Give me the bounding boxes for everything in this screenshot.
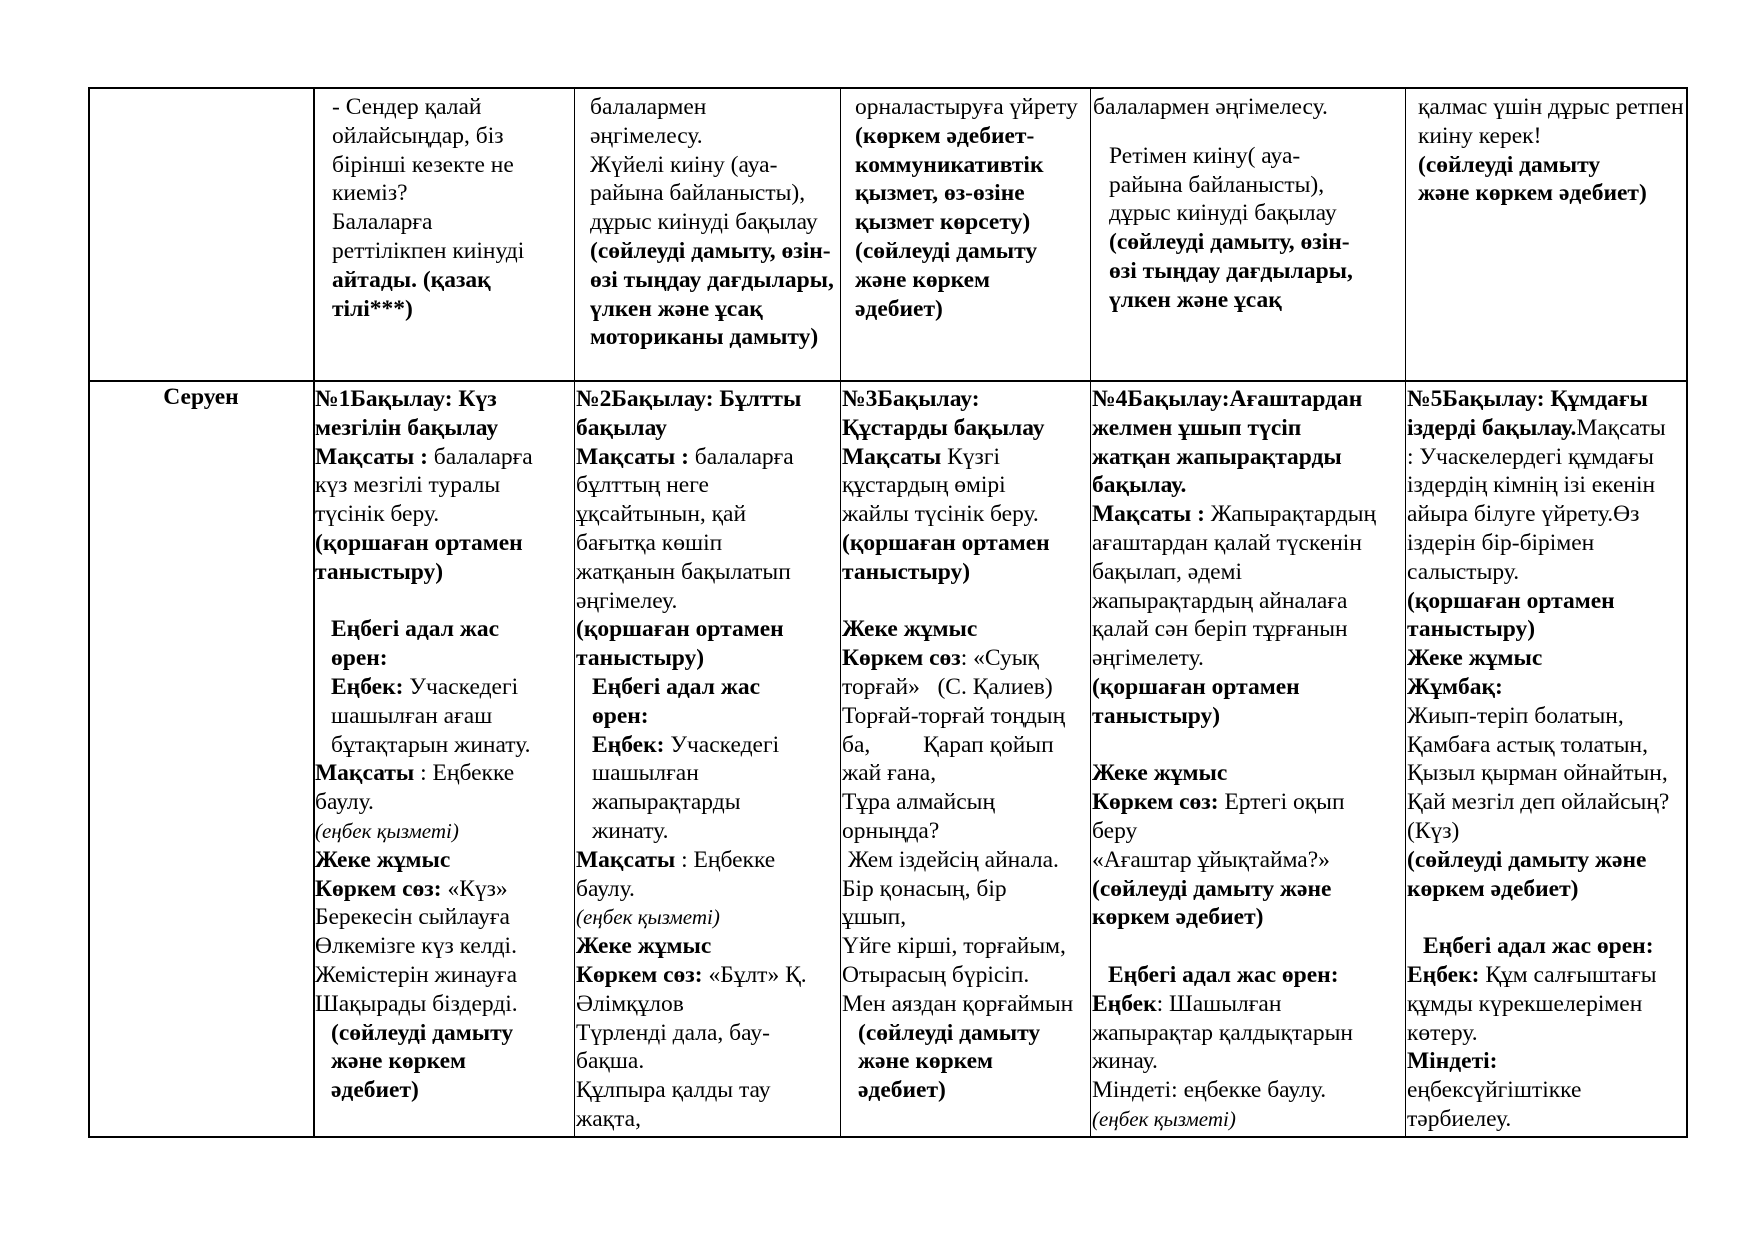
text-line: жайлы түсінік беру. (842, 501, 1039, 528)
text-line: Еңбек: Учаскедегі (592, 731, 780, 758)
text-line: бақша. (576, 1048, 645, 1075)
text-line (315, 587, 573, 616)
text-line: бұтақтарын жинату. (331, 731, 531, 758)
text-line: коммуникативтік (855, 151, 1044, 178)
text-line: тәрбиелеу. (1407, 1105, 1512, 1132)
text-line: бақылап, әдемі (1092, 558, 1242, 585)
text-line: баулу. (315, 789, 374, 816)
text-line: күз мезгілі туралы (315, 472, 501, 499)
text-line: мезгілін бақылау (315, 414, 499, 441)
text-line: Міндеті: еңбекке баулу. (1092, 1077, 1327, 1104)
text-line: (сөйлеуді дамыту, өзін- (590, 237, 831, 264)
text-line: Жемістерін жинауға (315, 961, 517, 988)
text-line: дұрыс киінуді бақылау (590, 209, 818, 236)
walk-col1 (315, 385, 573, 1105)
table-right-border (1686, 87, 1688, 1138)
text-line: өзі тыңдау дағдылары, (590, 266, 834, 293)
text-line: Көркем сөз: «Күз» (315, 875, 508, 902)
text-line: әңгімелесу. (590, 122, 703, 149)
text-line: Берекесін сыйлауға (315, 904, 510, 931)
text-line: таныстыру) (1407, 616, 1536, 643)
walk-col5 (1407, 385, 1686, 1134)
text-line: әңгімелеу. (576, 587, 678, 614)
row-label-seruen: Серуен (163, 384, 239, 410)
text-line: қалмас үшін дұрыс ретпен (1418, 94, 1684, 120)
text-line: жай ғана, (842, 760, 937, 787)
text-line: Қызыл қырман ойнайтын, (1407, 760, 1668, 787)
text-line: №4Бақылау:Ағаштардан (1092, 386, 1363, 412)
table-left-border (88, 87, 90, 1138)
text-line: Тұра алмайсың (842, 789, 996, 816)
text-line: іздерін бір-бірімен (1407, 529, 1595, 556)
text-line: (көркем әдебиет- (855, 122, 1035, 149)
row-divider (88, 380, 1688, 382)
text-line: Жем іздейсің айнала. (842, 846, 1059, 873)
text-line: (сөйлеуді дамыту, өзін- (1109, 229, 1350, 256)
col-divider-5 (1405, 87, 1406, 1138)
text-line: ба, Қарап қойып (842, 731, 1054, 758)
text-line: әдебиет) (858, 1077, 946, 1104)
text-line: (сөйлеуді дамыту (855, 237, 1038, 264)
text-line: шашылған ағаш (331, 702, 493, 729)
text-line: (сөйлеуді дамыту (1418, 151, 1601, 178)
text-line: Көркем сөз: «Суық (842, 645, 1039, 672)
text-line: ойлайсыңдар, біз (332, 122, 504, 149)
text-line: дұрыс киінуді бақылау (1109, 200, 1337, 227)
text-line: балалармен әңгімелесу. (1093, 94, 1328, 120)
text-line: киіну керек! (1418, 122, 1542, 149)
text-line: (қоршаған ортамен (315, 529, 523, 556)
text-line: жинау. (1092, 1048, 1158, 1075)
text-line: Әлімқұлов (576, 990, 684, 1017)
text-line: (сөйлеуді дамыту (858, 1019, 1041, 1046)
text-line: (еңбек қызметі) (315, 818, 459, 843)
text-line: таныстыру) (1092, 702, 1221, 729)
text-line: Еңбек: Шашылған (1092, 990, 1282, 1017)
text-line: Түрленді дала, бау- (576, 1019, 770, 1046)
text-line: (сөйлеуді дамыту және (1407, 846, 1647, 873)
text-line: түсінік беру. (315, 501, 440, 528)
text-line: Міндеті: (1407, 1048, 1498, 1075)
text-line: Еңбегі адал жас өрен: (1108, 961, 1339, 988)
text-line: және көркем (858, 1048, 994, 1075)
text-line: Жеке жұмыс (842, 616, 978, 643)
text-line: (еңбек қызметі) (1092, 1106, 1236, 1131)
text-line: көркем әдебиет) (1092, 904, 1264, 931)
text-line: еңбексүйгіштікке (1407, 1077, 1582, 1104)
text-line: салыстыру. (1407, 558, 1520, 585)
text-line: Көркем сөз: Ертегі оқып (1092, 789, 1345, 816)
text-line: жатқанын бақылатып (576, 558, 791, 585)
text-line: ағаштардан қалай түскенін (1092, 529, 1362, 556)
table-top-border (88, 87, 1688, 89)
text-line: үлкен және ұсақ (590, 295, 763, 322)
text-line: қызмет, өз-өзіне (855, 180, 1025, 207)
text-line: (сөйлеуді дамыту және (1092, 875, 1332, 902)
text-line: Балаларға (332, 209, 433, 236)
text-line: айтады. (қазақ (332, 266, 491, 293)
text-line: жапырақтардың айналаға (1092, 587, 1348, 614)
text-line: (еңбек қызметі) (576, 905, 720, 930)
text-line: ұқсайтынын, қай (576, 501, 747, 528)
text-line: (қоршаған ортамен (1092, 673, 1300, 700)
text-line: бақылау (576, 414, 667, 441)
text-line: құмды күрекшелерімен (1407, 990, 1643, 1017)
top-row-col2 (590, 93, 840, 352)
text-line: қалай сән беріп тұрғанын (1092, 616, 1348, 643)
text-line: Бір қонасың, бір (842, 875, 1007, 902)
col-divider-2 (574, 87, 575, 1138)
text-line: баулу. (576, 875, 635, 902)
text-line: көтеру. (1407, 1019, 1478, 1046)
walk-col3 (842, 385, 1090, 1105)
text-line: айыра білуге үйрету.Өз (1407, 501, 1640, 528)
text-line: (Күз) (1407, 817, 1460, 844)
text-line: үлкен және ұсақ (1109, 286, 1282, 313)
text-line: беру (1092, 817, 1138, 844)
text-line: өрен: (331, 645, 388, 672)
text-line: Қай мезгіл деп ойлайсың? (1407, 789, 1670, 816)
text-line: қызмет көрсету) (855, 209, 1031, 236)
text-line (1092, 731, 1404, 760)
text-line: бірінші кезекте не (332, 151, 514, 178)
text-line: жапырақтарды (592, 789, 741, 816)
text-line: Шақырады біздерді. (315, 990, 518, 1017)
text-line (1407, 903, 1686, 932)
text-line: таныстыру) (576, 645, 705, 672)
text-line: киеміз? (332, 180, 408, 207)
text-line: Еңбек: Құм салғыштағы (1407, 961, 1657, 988)
col-divider-3 (840, 87, 841, 1138)
text-line: Жүйелі киіну (ауа- (590, 151, 778, 178)
text-line: Мақсаты Күзгі (842, 443, 1000, 470)
text-line: өрен: (592, 702, 649, 729)
text-line: - Сендер қалай (332, 94, 482, 120)
text-line: Мақсаты : балаларға (315, 443, 533, 470)
text-line: әдебиет) (855, 295, 943, 322)
text-line: №1Бақылау: Күз (315, 386, 497, 412)
text-line: : Учаскелердегі құмдағы (1407, 443, 1654, 470)
text-line: №3Бақылау: (842, 386, 980, 412)
text-line: іздерді бақылау.Мақсаты (1407, 414, 1666, 441)
text-line: Көркем сөз: «Бұлт» Қ. (576, 961, 807, 988)
text-line: №2Бақылау: Бұлтты (576, 386, 802, 412)
text-line: әдебиет) (331, 1077, 419, 1104)
text-line: Торғай-торғай тоңдың (842, 702, 1066, 729)
text-line: орныңда? (842, 817, 940, 844)
text-line: Мен аяздан қорғаймын (842, 990, 1074, 1017)
text-line: бағытқа көшіп (576, 529, 723, 556)
text-line: Мақсаты : Жапырақтардың (1092, 501, 1377, 528)
text-line: іздердің кімнің ізі екенін (1407, 472, 1656, 499)
text-line: райына байланысты), (590, 180, 806, 207)
text-line: әңгімелету. (1092, 645, 1204, 672)
table-bottom-border (88, 1136, 1688, 1138)
top-row-col4 (1093, 93, 1405, 315)
text-line: торғай» (С. Қалиев) (842, 673, 1053, 700)
text-line: (қоршаған ортамен (576, 616, 784, 643)
text-line: Еңбегі адал жас (331, 616, 500, 643)
text-line: (сөйлеуді дамыту (331, 1019, 514, 1046)
text-line: (қоршаған ортамен (842, 529, 1050, 556)
text-line: Өлкемізге күз келді. (315, 933, 517, 960)
text-line: Жиып-теріп болатын, (1407, 702, 1624, 729)
text-line: №5Бақылау: Құмдағы (1407, 386, 1648, 412)
text-line: Мақсаты : балаларға (576, 443, 794, 470)
text-line: таныстыру) (842, 558, 971, 585)
text-line: Ретімен киіну( ауа- (1109, 142, 1301, 169)
text-line: бұлттың неге (576, 472, 709, 499)
top-row-col3 (855, 93, 1095, 323)
text-line: және көркем (331, 1048, 467, 1075)
text-line: Жеке жұмыс (1407, 645, 1543, 672)
text-line: таныстыру) (315, 558, 444, 585)
text-line: Мақсаты : Еңбекке (576, 846, 776, 873)
text-line (1092, 932, 1404, 961)
text-line: моториканы дамыту) (590, 324, 819, 351)
text-line: желмен ұшып түсіп (1092, 414, 1302, 441)
text-line: Мақсаты : Еңбекке (315, 760, 515, 787)
text-line: (қоршаған ортамен (1407, 587, 1615, 614)
text-line: тілі***) (332, 295, 413, 322)
text-line: шашылған (592, 760, 699, 787)
text-line: ұшып, (842, 904, 907, 931)
text-line: Жеке жұмыс (315, 846, 451, 873)
text-line: Үйге кірші, торғайым, (842, 933, 1066, 960)
text-line: өзі тыңдау дағдылары, (1109, 257, 1353, 284)
text-line: бақылау. (1092, 472, 1187, 499)
text-line: балалармен (590, 94, 707, 120)
text-line: құстардың өмірі (842, 472, 1006, 499)
text-line: «Ағаштар ұйықтайма?» (1092, 846, 1330, 873)
text-line: Еңбегі адал жас өрен: (1423, 933, 1654, 960)
text-line: және көркем әдебиет) (1418, 180, 1647, 207)
text-line: Құлпыра қалды тау (576, 1077, 771, 1104)
text-line: Отырасың бүрісіп. (842, 961, 1030, 988)
text-line: Құстарды бақылау (842, 414, 1045, 441)
text-line: Жеке жұмыс (1092, 760, 1228, 787)
text-line: орналастыруға үйрету (855, 94, 1078, 120)
text-line: және көркем (855, 266, 991, 293)
text-line: жинату. (592, 817, 669, 844)
text-line (842, 587, 1090, 616)
walk-col2 (576, 385, 838, 1134)
text-line: Жұмбақ: (1407, 673, 1503, 700)
text-line: жатқан жапырақтарды (1092, 443, 1342, 470)
top-row-col1 (332, 93, 572, 323)
text-line: Еңбек: Учаскедегі (331, 673, 519, 700)
text-line: көркем әдебиет) (1407, 875, 1579, 902)
top-row-col5 (1418, 93, 1686, 208)
text-line: Қамбаға астық толатын, (1407, 731, 1648, 758)
text-line (1093, 122, 1405, 142)
walk-col4 (1092, 385, 1404, 1134)
text-line: Жеке жұмыс (576, 933, 712, 960)
text-line: райына байланысты), (1109, 171, 1325, 198)
text-line: жақта, (576, 1105, 641, 1132)
text-line: реттілікпен киінуді (332, 237, 525, 264)
text-line: Еңбегі адал жас (592, 673, 761, 700)
text-line: жапырақтар қалдықтарын (1092, 1019, 1353, 1046)
